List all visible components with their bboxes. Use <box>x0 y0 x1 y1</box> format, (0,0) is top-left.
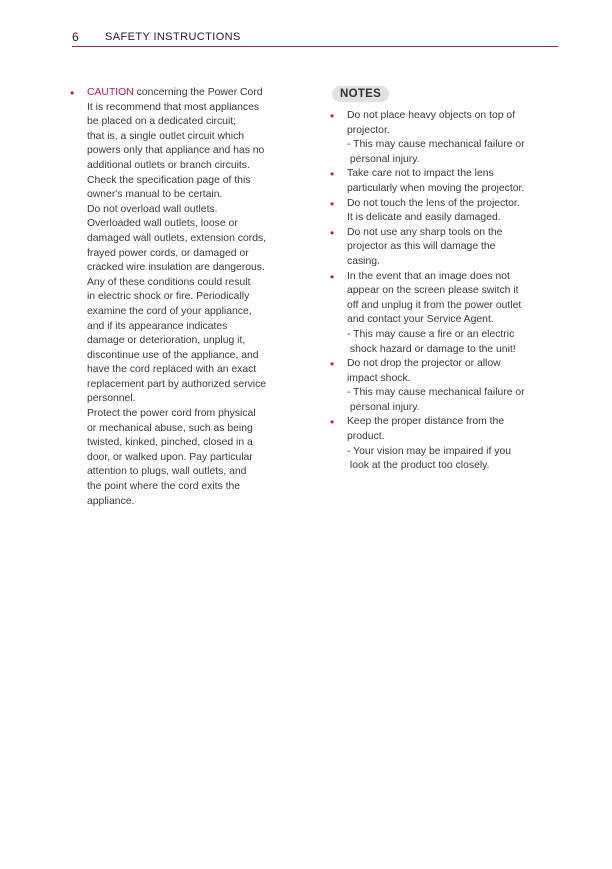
caution-line: or mechanical abuse, such as being <box>87 422 253 434</box>
notes-line: and contact your Service Agent. <box>347 314 494 326</box>
notes-line: product. <box>347 431 385 443</box>
notes-line: appear on the screen please switch it <box>347 285 519 297</box>
caution-line: the point where the cord exits the <box>87 481 241 493</box>
notes-line: Do not place heavy objects on top of <box>347 110 516 121</box>
notes-line: Do not use any sharp tools on the <box>347 226 503 238</box>
caution-line: twisted, kinked, pinched, closed in a <box>87 437 253 449</box>
caution-line: replacement part by authorized service <box>87 378 267 390</box>
bullet-icon: • <box>330 109 335 123</box>
notes-line: Keep the proper distance from the <box>347 416 505 428</box>
notes-line: In the event that an image does not <box>347 270 510 282</box>
caution-line: have the cord replaced with an exact <box>87 364 257 376</box>
caution-line: Overloaded wall outlets, loose or <box>87 218 238 230</box>
bullet-icon: • <box>330 357 335 372</box>
bullet-icon: • <box>330 225 335 240</box>
bullet-icon: • <box>330 269 335 284</box>
bullet-icon: • <box>330 415 335 430</box>
notes-line: It is delicate and easily damaged. <box>347 212 501 224</box>
caution-line: personnel. <box>87 393 136 405</box>
notes-subline: shock hazard or damage to the unit! <box>347 343 516 355</box>
caution-line: Any of these conditions could result <box>87 276 251 288</box>
notes-subline: - This may cause mechanical failure or <box>347 139 525 151</box>
caution-item <box>70 86 292 509</box>
bullet-icon: • <box>330 167 335 182</box>
bullet-icon: • <box>70 86 75 100</box>
notes-subline: personal injury. <box>347 401 420 413</box>
notes-line: casing. <box>347 255 380 267</box>
caution-line: in electric shock or fire. Periodically <box>87 291 250 303</box>
notes-line: Do not drop the projector or allow <box>347 358 501 370</box>
caution-line: attention to plugs, wall outlets, and <box>87 466 247 478</box>
caution-line: Protect the power cord from physical <box>87 408 256 420</box>
notes-line: impact shock. <box>347 372 411 384</box>
notes-item <box>330 197 562 226</box>
caution-line: damage or deterioration, unplug it, <box>87 335 246 347</box>
caution-line: powers only that appliance and has no <box>87 145 265 157</box>
notes-badge: NOTES <box>332 86 389 102</box>
page-header <box>72 30 558 47</box>
notes-line: Do not touch the lens of the projector. <box>347 197 520 209</box>
notes-line: projector. <box>347 124 390 136</box>
notes-subline: - This may cause a fire or an electric <box>347 328 515 340</box>
caution-first-line <box>87 86 292 101</box>
caution-line: and if its appearance indicates <box>87 320 228 332</box>
caution-line: cracked wire insulation are dangerous. <box>87 262 265 274</box>
bullet-icon: • <box>330 196 335 211</box>
notes-subline: personal injury. <box>347 153 420 165</box>
caution-line: damaged wall outlets, extension cords, <box>87 232 267 244</box>
section-title: SAFETY INSTRUCTIONS <box>105 31 241 43</box>
notes-item <box>330 357 562 415</box>
caution-line: It is recommend that most appliances <box>87 101 260 113</box>
caution-line: frayed power cords, or damaged or <box>87 247 249 259</box>
notes-line: particularly when moving the projector. <box>347 182 525 194</box>
notes-item <box>330 270 562 358</box>
caution-line: concerning the Power Cord <box>133 87 263 98</box>
caution-line: be placed on a dedicated circuit; <box>87 116 237 128</box>
notes-item <box>330 109 562 167</box>
notes-item <box>330 226 562 270</box>
notes-item <box>330 167 562 196</box>
notes-subline: - This may cause mechanical failure or <box>347 387 525 399</box>
caution-line: additional outlets or branch circuits. <box>87 159 250 171</box>
caution-line: owner's manual to be certain. <box>87 189 223 201</box>
caution-line: examine the cord of your appliance, <box>87 305 252 317</box>
notes-subline: look at the product too closely. <box>347 460 490 472</box>
notes-column <box>330 84 562 474</box>
caution-line: appliance. <box>87 495 135 507</box>
notes-subline: - Your vision may be impaired if you <box>347 445 512 457</box>
page-number: 6 <box>72 30 79 44</box>
caution-line: that is, a single outlet circuit which <box>87 130 245 142</box>
notes-line: projector as this will damage the <box>347 241 496 253</box>
caution-line: door, or walked upon. Pay particular <box>87 451 253 463</box>
caution-column <box>70 86 292 509</box>
notes-list <box>330 109 562 474</box>
notes-line: Take care not to impact the lens <box>347 168 494 180</box>
caution-label: CAUTION <box>87 87 134 98</box>
caution-line: Do not overload wall outlets. <box>87 203 218 215</box>
caution-line: Check the specification page of this <box>87 174 251 186</box>
caution-line: discontinue use of the appliance, and <box>87 349 259 361</box>
notes-line: off and unplug it from the power outlet <box>347 299 522 311</box>
notes-item <box>330 415 562 473</box>
